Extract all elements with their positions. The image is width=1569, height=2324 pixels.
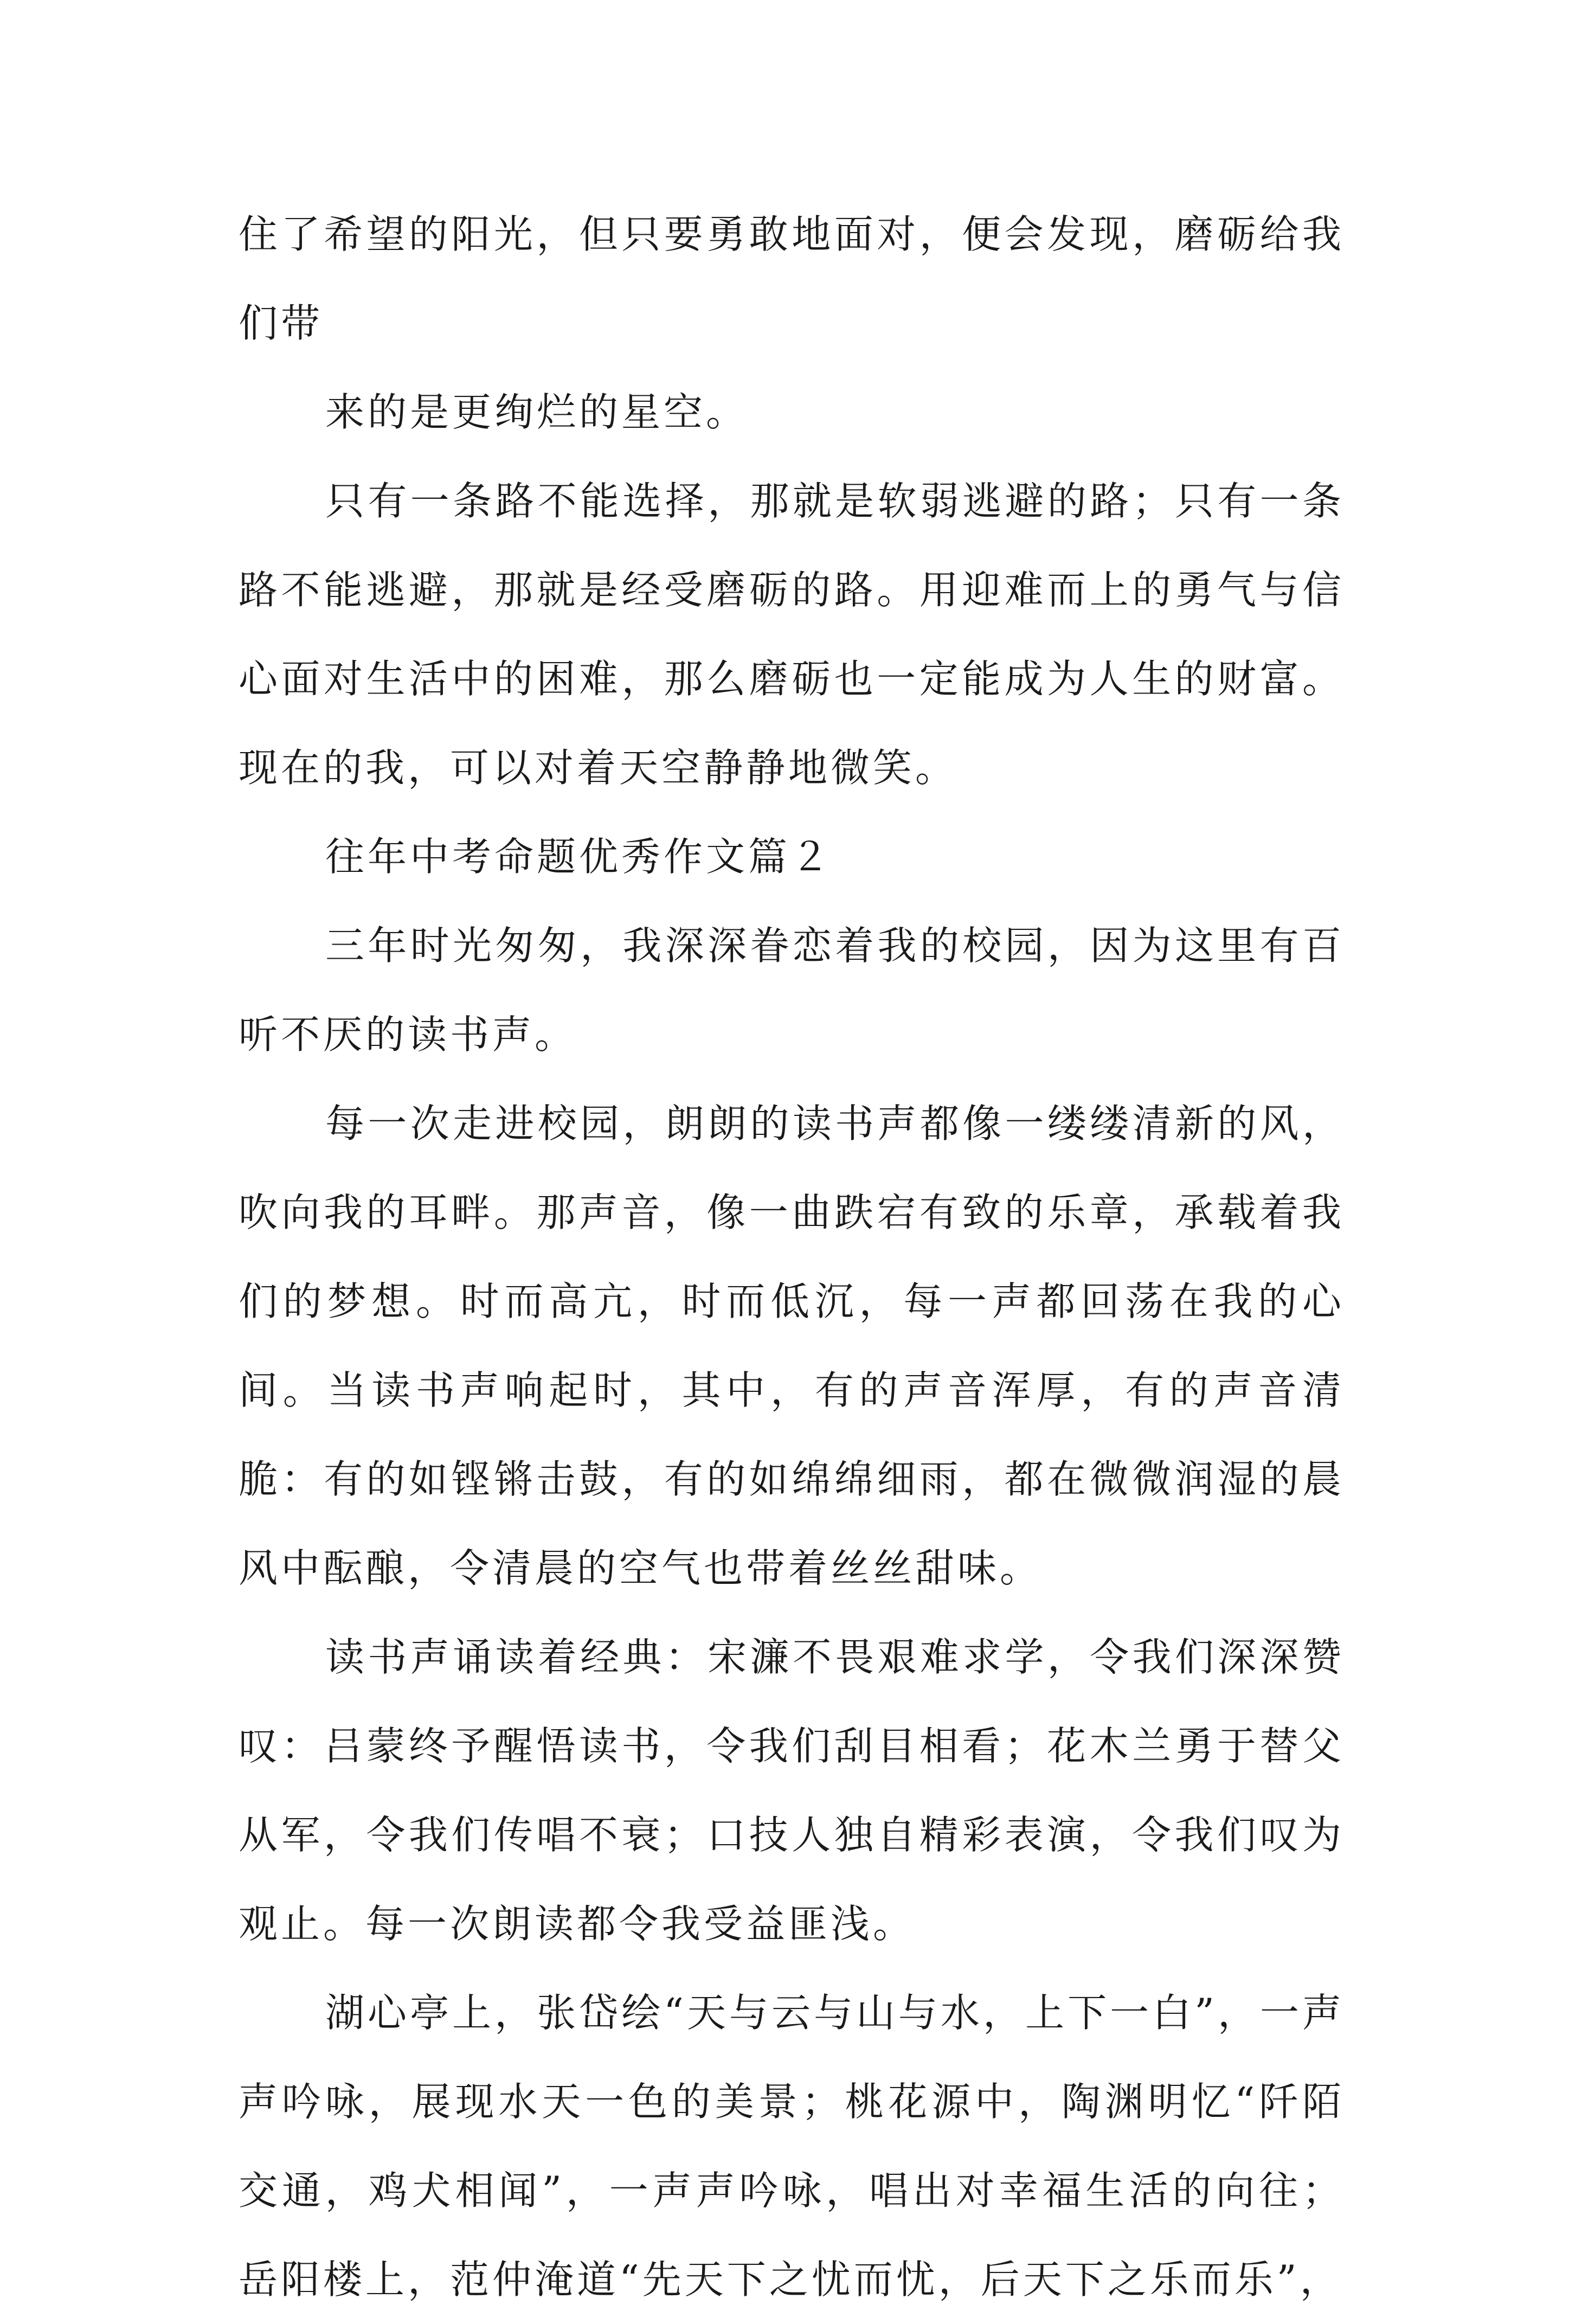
paragraph-continuation: 住了希望的阳光，但只要勇敢地面对，便会发现，磨砺给我们带 [239,211,1345,346]
paragraph-poems: 湖心亭上，张岱绘“天与云与山与水，上下一白”，一声声吟咏，展现水天一色的美景；桃花源中，陶渊明忆“阡陌交通，鸡犬相闻”，一声声吟咏，唱出对幸福生活的向往；岳阳楼上，范仲淹道“先天下之忧而忧，后天下之乐而乐”， [239,1990,1345,2302]
paragraph-continuation-end: 来的是更绚烂的星空。 [325,389,749,435]
paragraph-classics: 读书声诵读着经典：宋濂不畏艰难求学，令我们深深赞叹：吕蒙终予醒悟读书，令我们刮目相看；花木兰勇于替父从军，令我们传唱不衰；口技人独自精彩表演，令我们叹为观止。每一次朗读都令我受益匪浅。 [239,1634,1345,1947]
paragraph-reading-sound: 每一次走进校园，朗朗的读书声都像一缕缕清新的风，吹向我的耳畔。那声音，像一曲跌宕有致的乐章，承载着我们的梦想。时而高亢，时而低沉，每一声都回荡在我的心间。当读书声响起时，其中，有的声音浑厚，有的声音清脆：有的如铿锵击鼓，有的如绵绵细雨，都在微微润湿的晨风中酝酿，令清晨的空气也带着丝丝甜味。 [239,1101,1345,1591]
paragraph-conclusion: 只有一条路不能选择，那就是软弱逃避的路；只有一条路不能逃避，那就是经受磨砺的路。用迎难而上的勇气与信心面对生活中的困难，那么磨砺也一定能成为人生的财富。现在的我，可以对着天空静静地微笑。 [239,478,1345,791]
paragraph-intro: 三年时光匆匆，我深深眷恋着我的校园，因为这里有百听不厌的读书声。 [239,923,1345,1057]
essay-heading: 往年中考命题优秀作文篇２ [325,834,833,879]
body-text [239,190,1345,2324]
